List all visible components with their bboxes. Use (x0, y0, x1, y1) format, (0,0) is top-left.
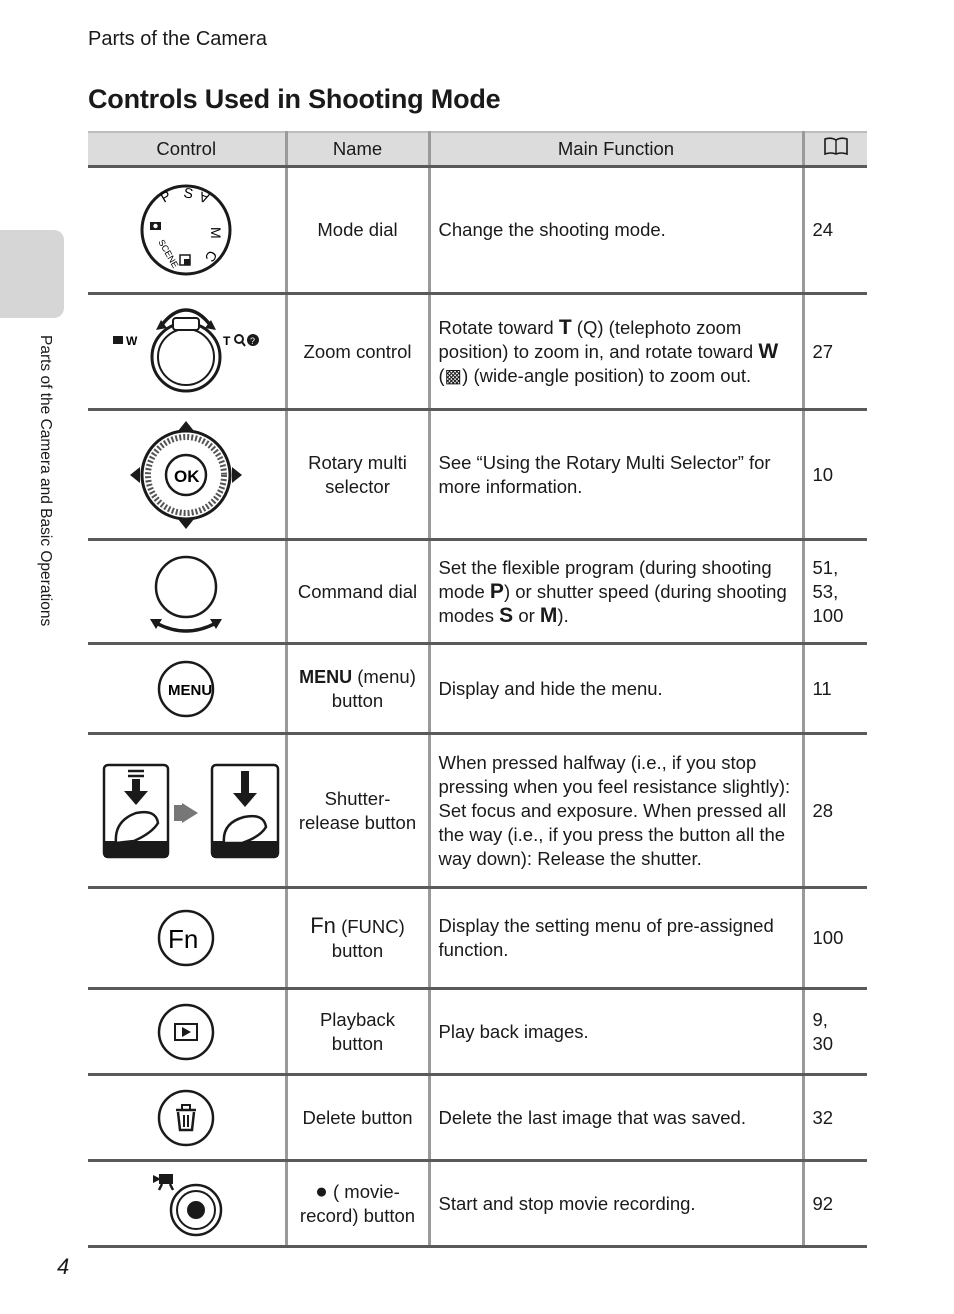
menu-button-label: MENU (168, 681, 213, 699)
control-function: Start and stop movie recording. (429, 1161, 803, 1247)
half-press-icon (104, 765, 168, 857)
page-reference: 11 (803, 644, 867, 734)
control-function: When pressed halfway (i.e., if you stop pressing when you feel resistance slightly): Set focus and exposure. When pressed all the way (i.e., if you press the button all the way down): Release the shutter. (429, 734, 803, 888)
shutter-release-icon (96, 761, 286, 861)
menu-button-icon (154, 657, 218, 721)
controls-table (88, 131, 867, 1248)
wide-angle-glyph: ▩ (444, 364, 463, 386)
wide-angle-icon (113, 336, 123, 344)
control-function: Delete the last image that was saved. (429, 1075, 803, 1161)
control-function: Display the setting menu of pre-assigned function. (429, 888, 803, 989)
col-header-reference (803, 132, 867, 167)
page-reference: 32 (803, 1075, 867, 1161)
table-row (88, 410, 867, 540)
command-dial-icon (136, 547, 236, 637)
mode-m-glyph: M (539, 603, 558, 627)
col-header-control: Control (88, 132, 286, 167)
table-row (88, 989, 867, 1075)
page-reference: 27 (803, 294, 867, 410)
telephoto-icon (235, 335, 245, 346)
control-name: Playback button (286, 989, 429, 1075)
side-tab-label: Parts of the Camera and Basic Operations (37, 335, 54, 627)
control-name: Delete button (286, 1075, 429, 1161)
control-name: (FUNC) button (331, 915, 405, 961)
movie-camera-icon (153, 1174, 173, 1190)
page-reference: 100 (803, 888, 867, 989)
table-row (88, 1161, 867, 1247)
wide-w-glyph: W (758, 339, 779, 363)
dial-label-p: P (157, 187, 174, 206)
page-reference: 9, 30 (803, 989, 867, 1075)
control-name: Shutter-release button (286, 734, 429, 888)
fn-button-icon (154, 906, 218, 970)
control-name: Rotary multi selector (286, 410, 429, 540)
control-function: Change the shooting mode. (429, 167, 803, 294)
special-effects-icon (180, 255, 190, 265)
control-function: Rotate toward T (Q) (telephoto zoom position) to zoom in, and rotate toward W (▩) (wide-angle position) to zoom out. (429, 294, 803, 410)
full-press-icon (212, 765, 278, 857)
movie-record-button-icon (131, 1166, 241, 1242)
dial-label-c: C (202, 248, 222, 265)
ok-label: OK (174, 466, 200, 486)
control-name: ( movie-record) button (299, 1180, 416, 1226)
control-function: Display and hide the menu. (429, 644, 803, 734)
fn-button-label: Fn (168, 924, 199, 954)
svg-text:?: ? (250, 335, 256, 346)
table-row (88, 734, 867, 888)
table-row (88, 888, 867, 989)
dial-label-s: S (182, 184, 195, 202)
side-tab (0, 230, 64, 318)
page-number: 4 (57, 1254, 70, 1279)
control-function: Play back images. (429, 989, 803, 1075)
section-label: Parts of the Camera (88, 28, 267, 50)
fn-glyph: Fn (310, 912, 336, 938)
playback-button-icon (154, 1000, 218, 1064)
table-row (88, 1075, 867, 1161)
table-row (88, 644, 867, 734)
control-function: See “Using the Rotary Multi Selector” for more information. (429, 410, 803, 540)
dial-label-scene: SCENE (156, 237, 181, 270)
page-title: Controls Used in Shooting Mode (88, 84, 501, 114)
page-reference: 28 (803, 734, 867, 888)
menu-glyph: MENU (299, 666, 353, 687)
control-name: Mode dial (286, 167, 429, 294)
zoom-wide-label: W (126, 333, 138, 348)
zoom-control-icon (111, 302, 261, 402)
control-function: Set the flexible program (during shooting mode P) or shutter speed (during shooting modes S or M). (429, 540, 803, 644)
mode-dial-icon (131, 175, 241, 285)
table-row (88, 294, 867, 410)
table-header-row (88, 132, 867, 167)
telephoto-t-glyph: T (558, 315, 572, 339)
control-name: Zoom control (286, 294, 429, 410)
dial-label-m: M (208, 227, 225, 239)
page-reference: 24 (803, 167, 867, 294)
control-name: Command dial (286, 540, 429, 644)
page-reference: 51, 53, 100 (803, 540, 867, 644)
col-header-name: Name (286, 132, 429, 167)
mode-p-glyph: P (489, 579, 504, 603)
arrow-right-icon (182, 803, 198, 823)
rotary-multi-selector-icon (126, 417, 246, 533)
trash-icon (176, 1105, 196, 1130)
record-dot-glyph: ● (315, 1179, 328, 1203)
help-icon (247, 334, 259, 346)
telephoto-magnifier-glyph: Q (582, 316, 598, 338)
dial-label-a: A (197, 188, 212, 207)
page-reference: 10 (803, 410, 867, 540)
zoom-tele-label: T (223, 333, 231, 348)
table-row (88, 167, 867, 294)
control-name: (menu) button (331, 665, 416, 711)
page-reference: 92 (803, 1161, 867, 1247)
camera-icon (150, 222, 161, 230)
table-row (88, 540, 867, 644)
col-header-main-function: Main Function (429, 132, 803, 167)
delete-button-icon (154, 1086, 218, 1150)
book-icon (823, 136, 849, 156)
mode-s-glyph: S (499, 603, 514, 627)
